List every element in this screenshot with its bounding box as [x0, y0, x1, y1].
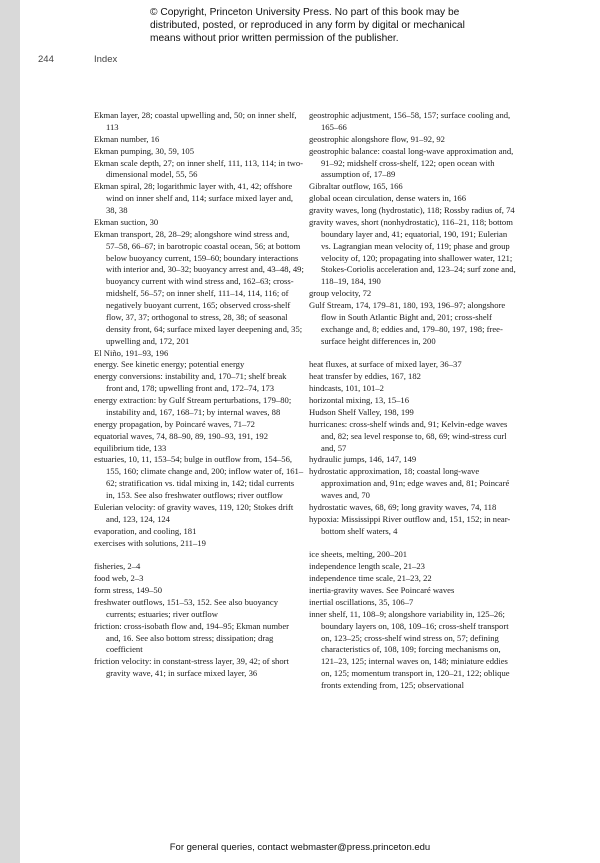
index-entry: inertial oscillations, 35, 106–7 — [309, 596, 414, 607]
index-entry: hydraulic jumps, 146, 147, 149 — [309, 454, 417, 465]
index-entry: geostrophic balance: coastal long-wave approximation and, 91–92; midshelf cross-shelf, 122; open ocean with assumption of, 17–89 — [309, 145, 514, 180]
index-entry: geostrophic alongshore flow, 91–92, 92 — [309, 133, 445, 144]
index-entry: Hudson Shelf Valley, 198, 199 — [309, 406, 414, 417]
running-head: Index — [94, 54, 118, 65]
index-entry: exercises with solutions, 211–19 — [94, 537, 206, 548]
page-number: 244 — [38, 54, 54, 65]
copyright-notice — [150, 6, 465, 46]
index-letter-gap — [309, 538, 519, 550]
index-entry: fisheries, 2–4 — [94, 561, 141, 572]
index-entry: horizontal mixing, 13, 15–16 — [309, 395, 410, 405]
index-entry: Ekman pumping, 30, 59, 105 — [94, 145, 195, 156]
index-entry: estuaries, 10, 11, 153–54; bulge in outflow from, 154–56, 155, 160; climate change and, 200; inflow water of, 161–62; stratification vs. tidal mixing in, 142; tidal currents in, 153. See also freshwater outflows; river outflow — [94, 454, 304, 500]
index-entry: form stress, 149–50 — [94, 585, 163, 595]
index-entry: Ekman suction, 30 — [94, 216, 159, 227]
index-entry: Ekman layer, 28; coastal upwelling and, 50; on inner shelf, 113 — [94, 110, 297, 132]
index-entry: Eulerian velocity: of gravity waves, 119, 120; Stokes drift and, 123, 124, 124 — [94, 501, 294, 524]
index-letter-gap — [94, 549, 304, 561]
index-entry: El Niño, 191–93, 196 — [94, 347, 169, 358]
index-entry: Ekman transport, 28, 28–29; alongshore wind stress and, 57–58, 66–67; in barotropic coastal ocean, 56; at bottom below buoyancy current, 159–60; boundary interactions with interior and, 30–32; buoyancy arrest and, 43–48, 49; buoyancy current with wind stress and, 162–63; cross-midshelf, 56–57; on inner shelf, 111–14, 114, 116; of negatively buoyant current, 165; observed cross-shelf flow, 37, 37; orthogonal to stress, 28, 38; of seasonal density front, 64; surface mixed layer deepening and, 35; upwelling and, 172, 201 — [94, 228, 304, 346]
index-entry: equilibrium tide, 133 — [94, 442, 167, 453]
index-entry: Ekman spiral, 28; logarithmic layer with, 41, 42; offshore wind on inner shelf and, 114; surface mixed layer and, 38, 38 — [94, 181, 294, 215]
index-entry: Ekman scale depth, 27; on inner shelf, 111, 113, 114; in two-dimensional model, 55, 56 — [94, 157, 303, 180]
copyright-line: distributed, posted, or reproduced in any form by digital or mechanical — [150, 20, 465, 32]
index-entry: energy extraction: by Gulf Stream perturbations, 179–80; instability and, 167, 168–71; by internal waves, 88 — [94, 395, 292, 417]
index-entry: hurricanes: cross-shelf winds and, 91; Kelvin-edge waves and, 82; sea level response to, 68, 69; wind-stress curl and, 57 — [309, 418, 508, 453]
index-entry: energy. See kinetic energy; potential energy — [94, 359, 245, 370]
footer-contact: For general queries, contact webmaster@press.princeton.edu — [169, 842, 431, 853]
copyright-line: © Copyright, Princeton University Press. No part of this book may be — [150, 7, 460, 18]
index-entry: independence length scale, 21–23 — [309, 561, 425, 572]
index-entry: heat fluxes, at surface of mixed layer, 36–37 — [309, 359, 462, 370]
index-entry: equatorial waves, 74, 88–90, 89, 190–93, 191, 192 — [94, 430, 268, 441]
left-margin-bar — [0, 0, 20, 863]
index-entry: geostrophic adjustment, 156–58, 157; surface cooling and, 165–66 — [309, 110, 511, 132]
index-entry: gravity waves, short (nonhydrostatic), 116–21, 118; bottom boundary layer and, 41; equatorial, 190, 191; Eulerian vs. Lagrangian mean velocity of, 119; phase and group velocity of, 120; propagating into shallower water, 121; Stokes-Coriolis acceleration and, 123–24; surf zone and, 118–19, 184, 190 — [309, 216, 516, 287]
index-entry: gravity waves, long (hydrostatic), 118; Rossby radius of, 74 — [309, 205, 515, 215]
index-entry: global ocean circulation, dense waters in, 166 — [309, 193, 467, 204]
index-entry: Ekman number, 16 — [94, 133, 160, 144]
index-entry: freshwater outflows, 151–53, 152. See also buoyancy currents; estuaries; river outflow — [94, 596, 279, 619]
index-entry: Gibraltar outflow, 165, 166 — [309, 181, 403, 192]
index-entry: energy propagation, by Poincaré waves, 71–72 — [94, 418, 255, 429]
index-entry: hydrostatic waves, 68, 69; long gravity waves, 74, 118 — [309, 501, 497, 512]
index-letter-gap — [309, 348, 519, 360]
index-column-left — [94, 110, 304, 680]
index-entry: hydrostatic approximation, 18; coastal long-wave approximation and, 91n; edge waves and, 81; Poincaré waves and, 70 — [309, 466, 510, 500]
index-entry: hypoxia: Mississippi River outflow and, 151, 152; in near-bottom shelf waters, 4 — [309, 513, 511, 536]
index-entry: energy conversions: instability and, 170–71; shelf break front and, 178; upwelling front and, 172–74, 173 — [94, 371, 287, 394]
index-entry: food web, 2–3 — [94, 573, 144, 584]
index-entry: inner shelf, 11, 108–9; alongshore variability in, 125–26; boundary layers on, 108, 109–16; cross-shelf transport on, 123–25; cross-shelf wind stress on, 57; defining characteristics of, 108, 109; forcing mechanisms on, 121–23, 125; internal waves on, 148; miniature eddies on, 125; momentum transport in, 120–21, 122; oblique fronts extending from, 125; observational — [309, 608, 510, 690]
index-entry: evaporation, and cooling, 181 — [94, 525, 197, 536]
copyright-line: means without prior written permission of the publisher. — [150, 33, 399, 45]
index-entry: ice sheets, melting, 200–201 — [309, 549, 408, 560]
index-column-right — [309, 110, 519, 692]
index-entry: Gulf Stream, 174, 179–81, 180, 193, 196–97; alongshore flow in South Atlantic Bight and, 201; cross-shelf exchange and, 8; eddies and, 179–80, 197, 198; free-surface height differences in, 200 — [309, 300, 506, 346]
index-entry: independence time scale, 21–23, 22 — [309, 573, 432, 584]
index-entry: group velocity, 72 — [309, 288, 372, 299]
index-entry: friction velocity: in constant-stress layer, 39, 42; of short gravity wave, 41; in surface mixed layer, 36 — [94, 656, 289, 679]
index-entry: hindcasts, 101, 101–2 — [309, 383, 384, 394]
index-entry: friction: cross-isobath flow and, 194–95; Ekman number and, 16. See also bottom stress; dissipation; drag coefficient — [94, 620, 289, 655]
index-entry: heat transfer by eddies, 167, 182 — [309, 371, 421, 382]
index-entry: inertia-gravity waves. See Poincaré waves — [309, 585, 455, 595]
